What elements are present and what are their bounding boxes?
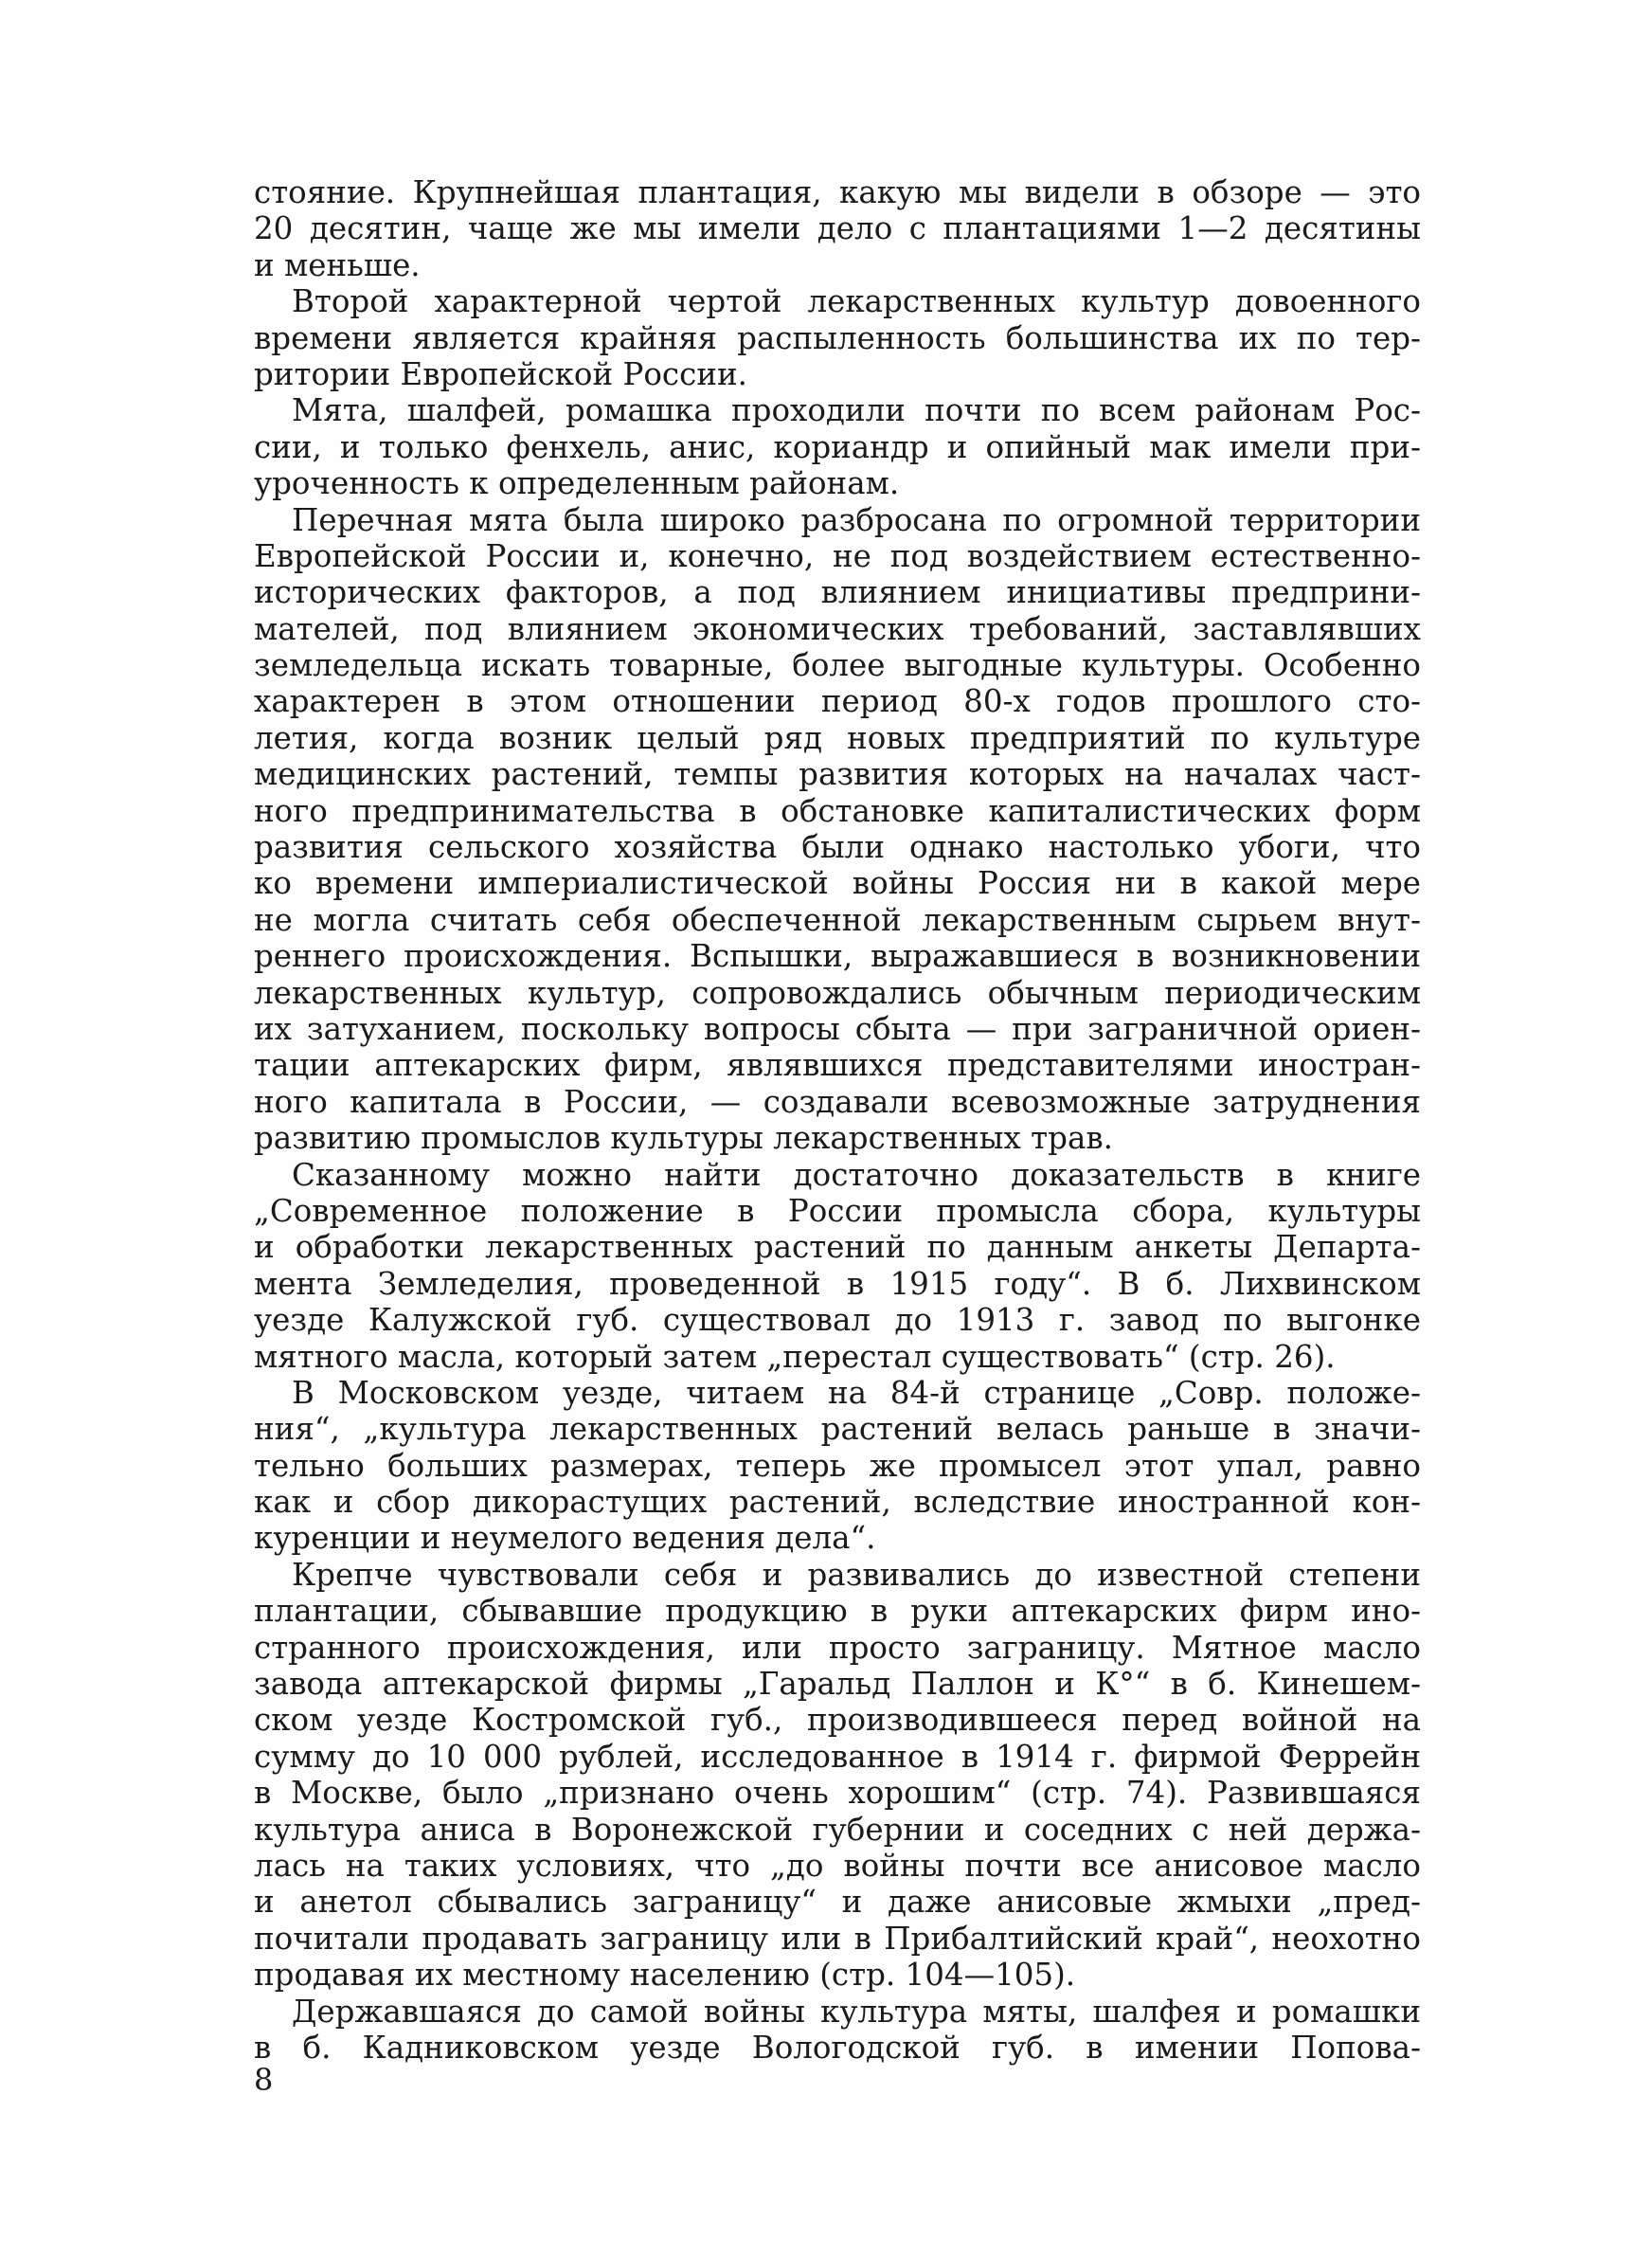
text-line: сумму до 10 000 рублей, исследованное в 1914 г. фирмой Феррейн: [254, 1738, 1421, 1775]
text-line: тельно больших размерах, теперь же промысел этот упал, равно: [254, 1447, 1421, 1484]
text-line: медицинских растений, темпы развития которых на началах част-: [254, 756, 1421, 793]
text-line: мателей, под влиянием экономических требований, заставлявших: [254, 610, 1421, 647]
text-line: земледельца искать товарные, более выгодные культуры. Особенно: [254, 647, 1421, 684]
text-line: Перечная мята была широко разбросана по огромной территории: [292, 501, 1421, 538]
text-line: ском уезде Костромской губ., производившееся перед войной на: [254, 1702, 1421, 1739]
text-line: культура аниса в Воронежской губернии и соседних с ней держа-: [254, 1811, 1421, 1848]
text-line: сии, и только фенхель, анис, кориандр и опийный мак имели при-: [254, 428, 1421, 465]
text-line: и обработки лекарственных растений по данным анкеты Департа-: [254, 1229, 1421, 1266]
text-line: времени является крайняя распыленность большинства их по тер-: [254, 319, 1421, 356]
text-line: развитию промыслов культуры лекарственных трав.: [254, 1120, 1113, 1157]
text-line: реннего происхождения. Вспышки, выражавшиеся в возникновении: [254, 938, 1421, 975]
text-line: и меньше.: [254, 246, 421, 283]
text-line: стояние. Крупнейшая плантация, какую мы видели в обзоре — это: [254, 174, 1421, 210]
text-line: В Московском уезде, читаем на 84-й странице „Совр. положе-: [292, 1374, 1421, 1411]
text-line: уезде Калужской губ. существовал до 1913 г. завод по выгонке: [254, 1302, 1421, 1339]
text-line: тации аптекарских фирм, являвшихся представителями иностран-: [254, 1047, 1421, 1084]
text-line: ния“, „культура лекарственных растений велась раньше в значи-: [254, 1411, 1421, 1448]
text-line: и анетол сбывались заграницу“ и даже анисовые жмыхи „пред-: [254, 1884, 1421, 1921]
body-text: [254, 174, 1421, 2066]
text-line: как и сбор дикорастущих растений, вследствие иностранной кон-: [254, 1484, 1421, 1521]
page-number: 8: [254, 2062, 274, 2098]
text-line: Крепче чувствовали себя и развивались до известной степени: [292, 1556, 1421, 1593]
text-line: лекарственных культур, сопровождались обычным периодическим: [254, 974, 1421, 1011]
text-line: 20 десятин, чаще же мы имели дело с плантациями 1—2 десятины: [254, 210, 1421, 247]
text-line: продавая их местному населению (стр. 104—105).: [254, 1957, 1076, 1994]
text-line: ного капитала в России, — создавали всевозможные затруднения: [254, 1083, 1421, 1120]
text-line: Второй характерной чертой лекарственных культур довоенного: [292, 283, 1421, 320]
text-line: уроченность к определенным районам.: [254, 465, 900, 502]
text-line: характерен в этом отношении период 80-х годов прошлого сто-: [254, 683, 1421, 720]
text-line: не могла считать себя обеспеченной лекарственным сырьем внут-: [254, 901, 1421, 938]
text-line: лась на таких условиях, что „до войны почти все анисовое масло: [254, 1847, 1421, 1884]
text-line: „Современное положение в России промысла сбора, культуры: [254, 1192, 1421, 1229]
text-line: в б. Кадниковском уезде Вологодской губ. в имении Попова-: [254, 2029, 1421, 2066]
text-line: ритории Европейской России.: [254, 355, 747, 392]
text-line: летия, когда возник целый ряд новых предприятий по культуре: [254, 719, 1421, 756]
text-line: мятного масла, который затем „перестал существовать“ (стр. 26).: [254, 1338, 1336, 1375]
text-line: Европейской России и, конечно, не под воздействием естественно-: [254, 537, 1421, 574]
text-line: куренции и неумелого ведения дела“.: [254, 1520, 876, 1557]
text-line: исторических факторов, а под влиянием инициативы предприни-: [254, 574, 1421, 611]
text-line: Сказанному можно найти достаточно доказательств в книге: [292, 1156, 1421, 1193]
text-line: странного происхождения, или просто заграницу. Мятное масло: [254, 1629, 1421, 1666]
text-line: в Москве, было „признано очень хорошим“ (стр. 74). Развившаяся: [254, 1775, 1421, 1812]
text-line: их затуханием, поскольку вопросы сбыта — при заграничной ориен-: [254, 1010, 1421, 1047]
text-line: почитали продавать заграницу или в Прибалтийский край“, неохотно: [254, 1920, 1421, 1957]
text-line: ко времени империалистической войны Россия ни в какой мере: [254, 865, 1421, 902]
text-line: плантации, сбывавшие продукцию в руки аптекарских фирм ино-: [254, 1593, 1421, 1630]
text-line: Державшаяся до самой войны культура мяты, шалфея и ромашки: [292, 1993, 1421, 2030]
text-line: развития сельского хозяйства были однако настолько убоги, что: [254, 829, 1421, 866]
text-line: завода аптекарской фирмы „Гаральд Паллон и К°“ в б. Кинешем-: [254, 1666, 1421, 1703]
text-line: ного предпринимательства в обстановке капиталистических форм: [254, 792, 1421, 829]
text-line: Мята, шалфей, ромашка проходили почти по всем районам Рос-: [292, 392, 1421, 429]
text-line: мента Земледелия, проведенной в 1915 году“. В б. Лихвинском: [254, 1265, 1421, 1302]
